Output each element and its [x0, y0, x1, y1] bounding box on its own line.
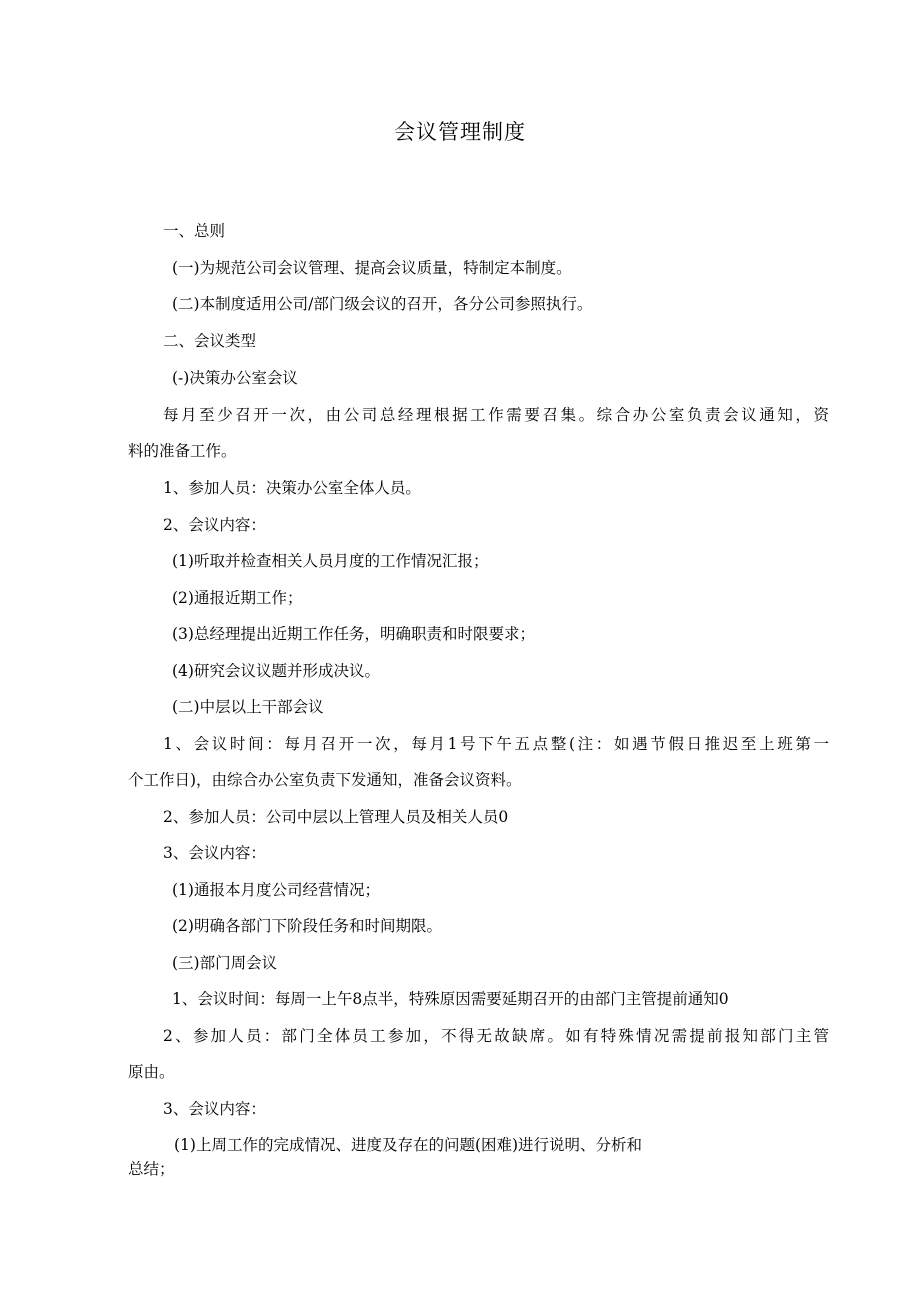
- subsection-heading: (-)决策办公室会议: [172, 369, 298, 387]
- list-item: (1)听取并检查相关人员月度的工作情况汇报；: [172, 552, 489, 570]
- paragraph: 1、会议时间：每月召开一次，每月1号下午五点整(注：如遇节假日推迟至上班第一: [163, 735, 829, 753]
- list-item: (2)通报近期工作；: [172, 589, 303, 607]
- page-title: 会议管理制度: [394, 120, 526, 144]
- list-item: (3)总经理提出近期工作任务，明确职责和时限要求；: [172, 625, 535, 643]
- section-heading-general: 一、总则: [163, 222, 226, 240]
- subsection-heading: (三)部门周会议: [172, 954, 278, 972]
- paragraph: (二)本制度适用公司/部门级会议的召开，各分公司参照执行。: [172, 295, 593, 313]
- list-item: 3、会议内容：: [163, 844, 266, 862]
- list-item: (2)明确各部门下阶段任务和时间期限。: [172, 917, 442, 935]
- list-item: 3、会议内容：: [163, 1100, 266, 1118]
- list-item: 1、会议时间：每周一上午8点半，特殊原因需要延期召开的由部门主管提前通知0: [172, 990, 729, 1008]
- paragraph: 原由。: [128, 1063, 175, 1081]
- list-item: 2、参加人员：公司中层以上管理人员及相关人员0: [163, 808, 509, 826]
- list-item: 2、参加人员：部门全体员工参加，不得无故缺席。如有特殊情况需提前报知部门主管: [163, 1027, 829, 1045]
- list-item: 1、参加人员：决策办公室全体人员。: [163, 479, 421, 497]
- section-heading-meeting-types: 二、会议类型: [163, 332, 257, 350]
- paragraph: 总结；: [128, 1160, 175, 1178]
- paragraph: 料的准备工作。: [128, 442, 237, 460]
- list-item: (1)上周工作的完成情况、进度及存在的问题(困难)进行说明、分析和: [174, 1136, 643, 1154]
- paragraph: (一)为规范公司会议管理、提高会议质量，特制定本制度。: [172, 259, 572, 277]
- subsection-heading: (二)中层以上干部会议: [172, 698, 324, 716]
- list-item: (1)通报本月度公司经营情况；: [172, 881, 380, 899]
- list-item: 2、会议内容：: [163, 516, 266, 534]
- list-item: (4)研究会议议题并形成决议。: [172, 662, 380, 680]
- paragraph: 个工作日)，由综合办公室负责下发通知，准备会议资料。: [128, 771, 522, 789]
- paragraph: 每月至少召开一次，由公司总经理根据工作需要召集。综合办公室负责会议通知，资: [163, 406, 829, 424]
